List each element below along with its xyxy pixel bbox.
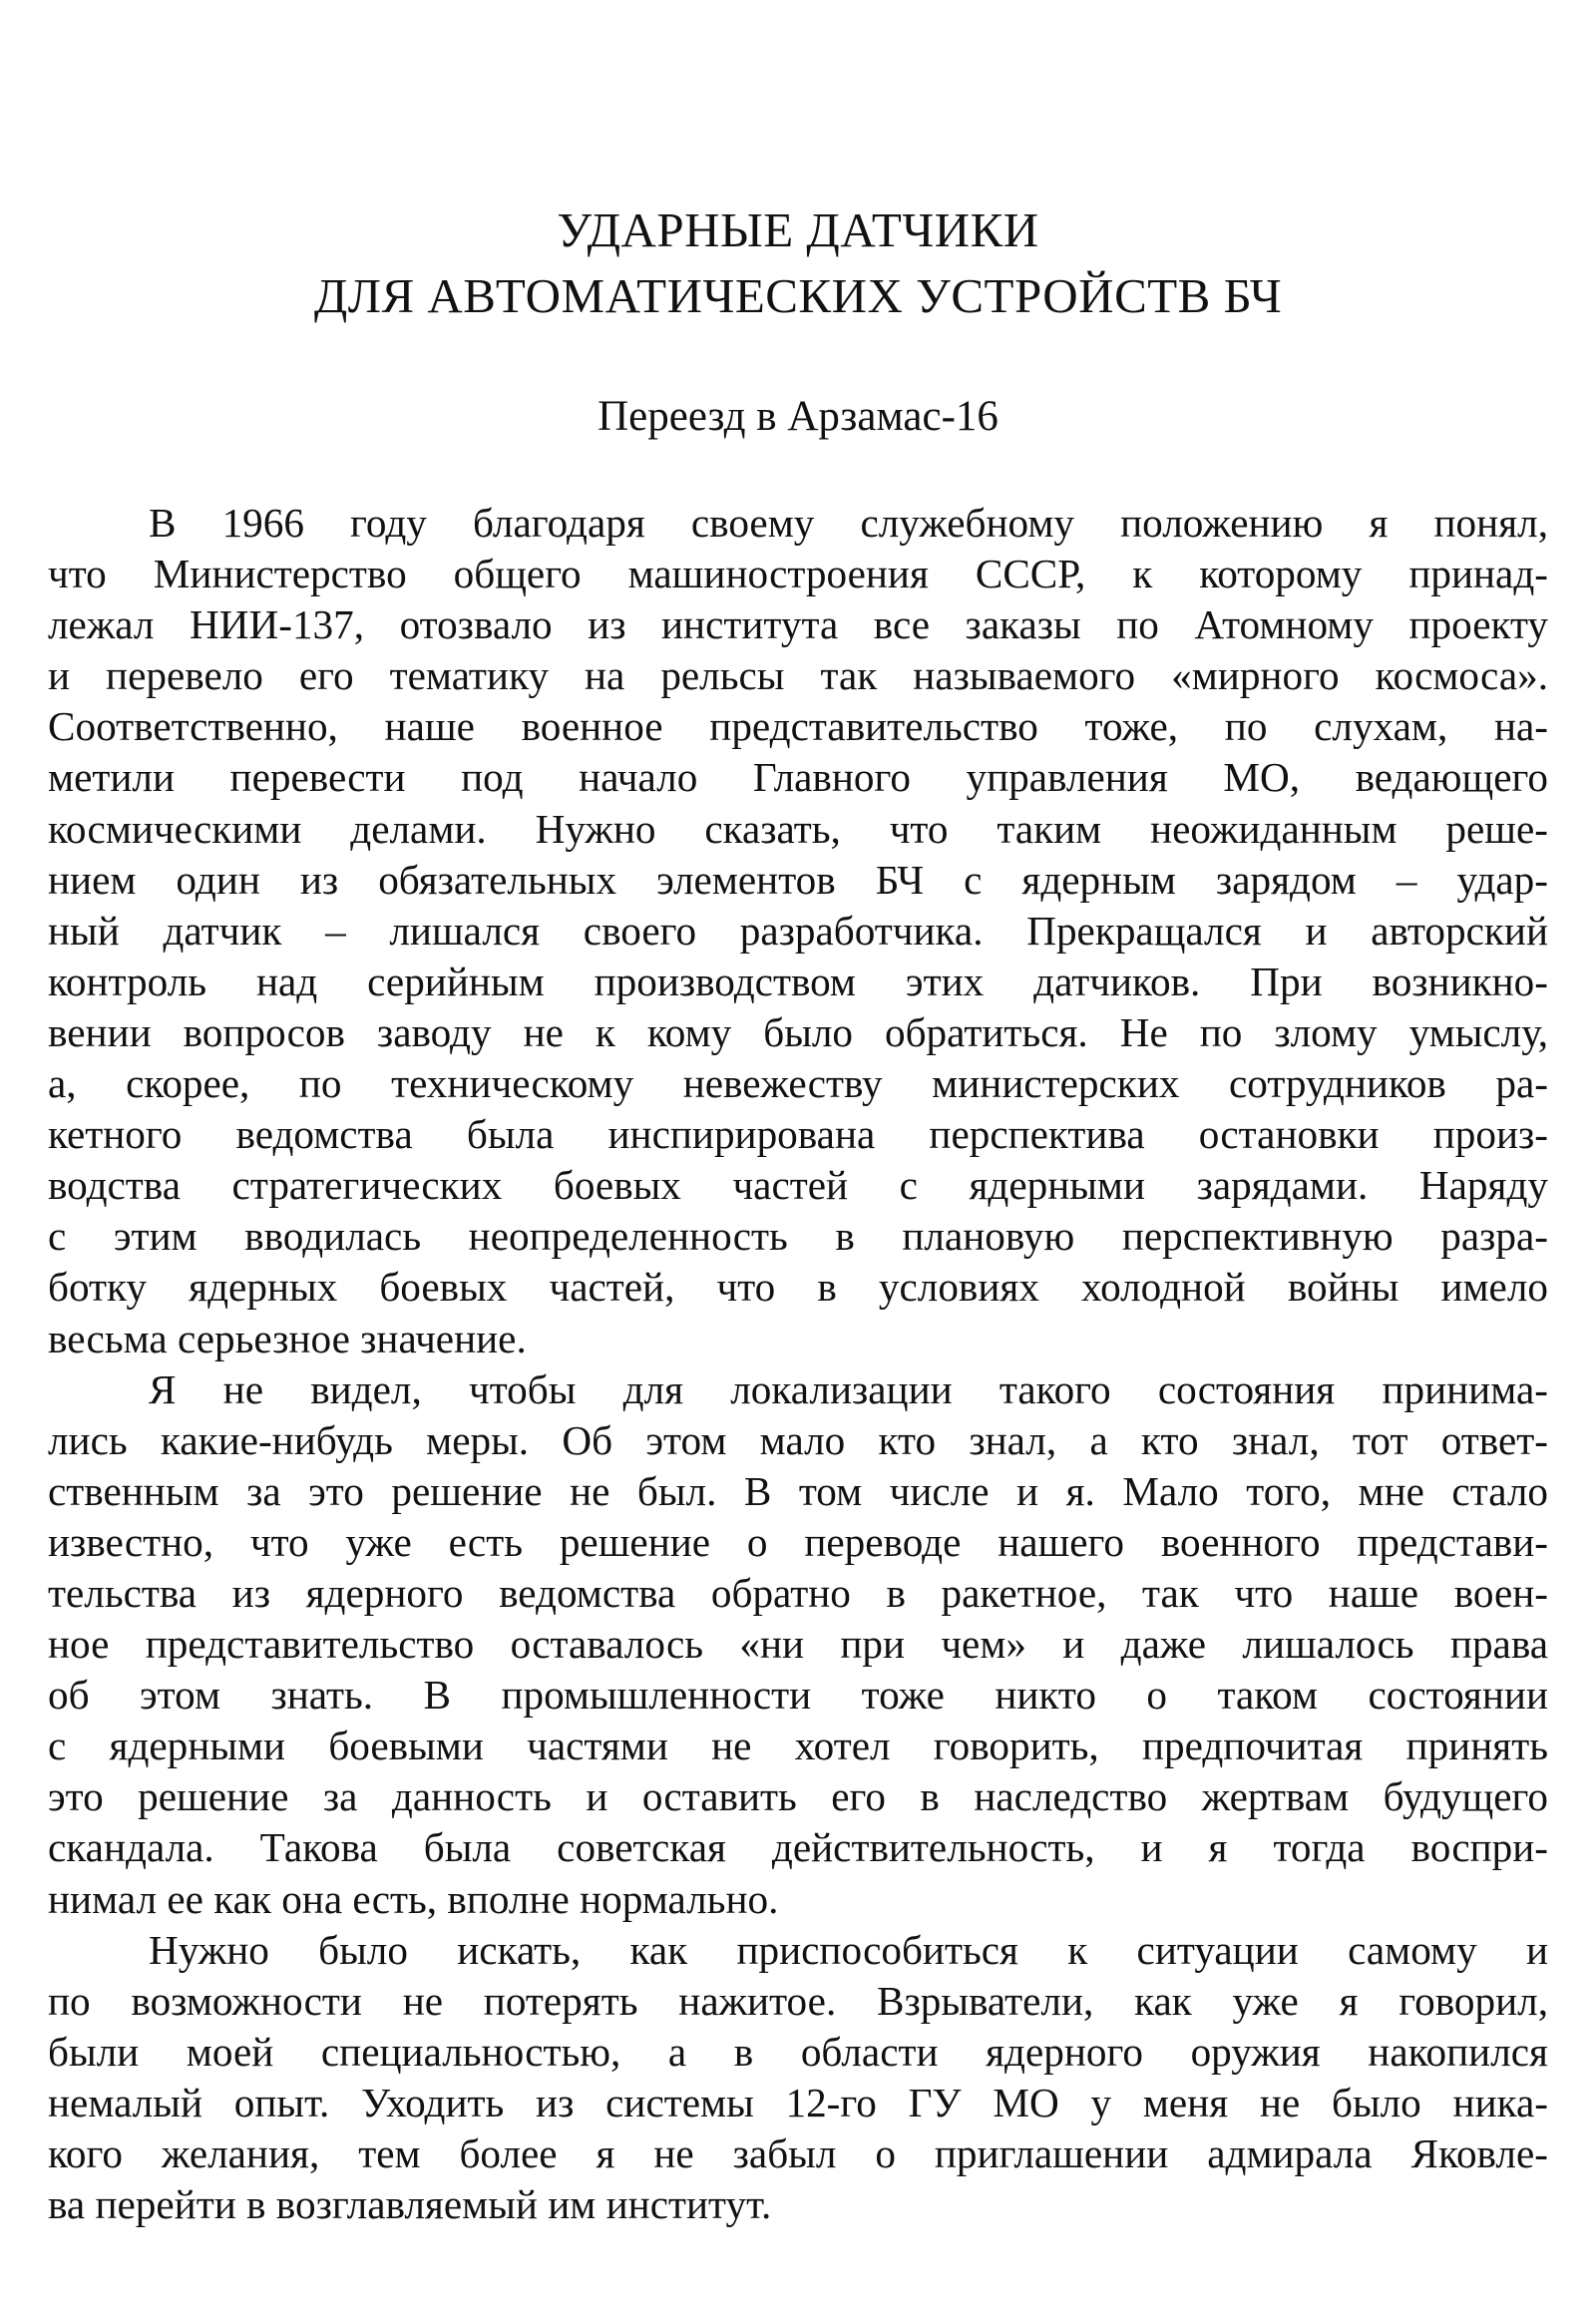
body-text [48,498,1548,2230]
paragraph-3 [48,1925,1548,2231]
text-line: ботку ядерных боевых частей, что в условиях холодной войны имело [48,1264,1548,1311]
text-line: Нужно было искать, как приспособиться к ситуации самому и [149,1926,1548,1973]
paragraph-1 [48,498,1548,1364]
text-line: а, скорее, по техническому невежеству министерских сотрудников ра- [48,1060,1548,1107]
text-line: об этом знать. В промышленности тоже никто о таком состоянии [48,1672,1548,1719]
chapter-title [0,197,1596,329]
text-line: контроль над серийным производством этих датчиков. При возникно- [48,958,1548,1004]
text-line: известно, что уже есть решение о переводе нашего военного представи- [48,1518,1548,1565]
text-line: вении вопросов заводу не к кому было обратиться. Не по злому умыслу, [48,1008,1548,1055]
chapter-title-line: ДЛЯ АВТОМАТИЧЕСКИХ УСТРОЙСТВ БЧ [313,268,1283,323]
text-line: скандала. Такова была советская действительность, и я тогда воспри- [48,1824,1548,1871]
text-line: ный датчик – лишался своего разработчика. Прекращался и авторский [48,907,1548,954]
text-line: Соответственно, наше военное представительство тоже, по слухам, на- [48,703,1548,750]
text-line: ственным за это решение не был. В том числе и я. Мало того, мне стало [48,1467,1548,1514]
text-line: и перевело его тематику на рельсы так называемого «мирного космоса». [48,652,1548,699]
text-line: тельства из ядерного ведомства обратно в ракетное, так что наше воен- [48,1569,1548,1616]
text-line: это решение за данность и оставить его в наследство жертвам будущего [48,1773,1548,1820]
paragraph-2 [48,1364,1548,1925]
text-line: лежал НИИ-137, отозвало из института все заказы по Атомному проекту [48,601,1548,648]
text-line: водства стратегических боевых частей с ядерными зарядами. Наряду [48,1162,1548,1209]
text-line: по возможности не потерять нажитое. Взрыватели, как уже я говорил, [48,1977,1548,2024]
text-line: кого желания, тем более я не забыл о приглашении адмирала Яковле- [48,2130,1548,2176]
text-line: ва перейти в возглавляемый им институт. [48,2181,772,2228]
text-line: с этим вводилась неопределенность в плановую перспективную разра- [48,1213,1548,1260]
text-line: Я не видел, чтобы для локализации такого состояния принима- [149,1365,1548,1412]
text-line: ное представительство оставалось «ни при чем» и даже лишалось права [48,1621,1548,1668]
text-line: лись какие-нибудь меры. Об этом мало кто знал, а кто знал, тот ответ- [48,1416,1548,1463]
text-line: что Министерство общего машиностроения СССР, к которому принад- [48,551,1548,597]
text-line: нимал ее как она есть, вполне нормально. [48,1875,779,1922]
text-line: нием один из обязательных элементов БЧ с ядерным зарядом – удар- [48,856,1548,903]
text-line: с ядерными боевыми частями не хотел говорить, предпочитая принять [48,1723,1548,1769]
text-line: метили перевести под начало Главного управления МО, ведающего [48,754,1548,801]
text-line: космическими делами. Нужно сказать, что таким неожиданным реше- [48,805,1548,852]
section-title: Переезд в Арзамас-16 [598,393,998,440]
text-line: В 1966 году благодаря своему служебному положению я понял, [149,500,1548,546]
text-line: немалый опыт. Уходить из системы 12-го ГУ МО у меня не было ника- [48,2079,1548,2125]
text-line: были моей специальностью, а в области ядерного оружия накопился [48,2028,1548,2075]
text-line: весьма серьезное значение. [48,1315,527,1361]
chapter-title-line: УДАРНЫЕ ДАТЧИКИ [557,202,1039,257]
text-line: кетного ведомства была инспирирована перспектива остановки произ- [48,1111,1548,1158]
